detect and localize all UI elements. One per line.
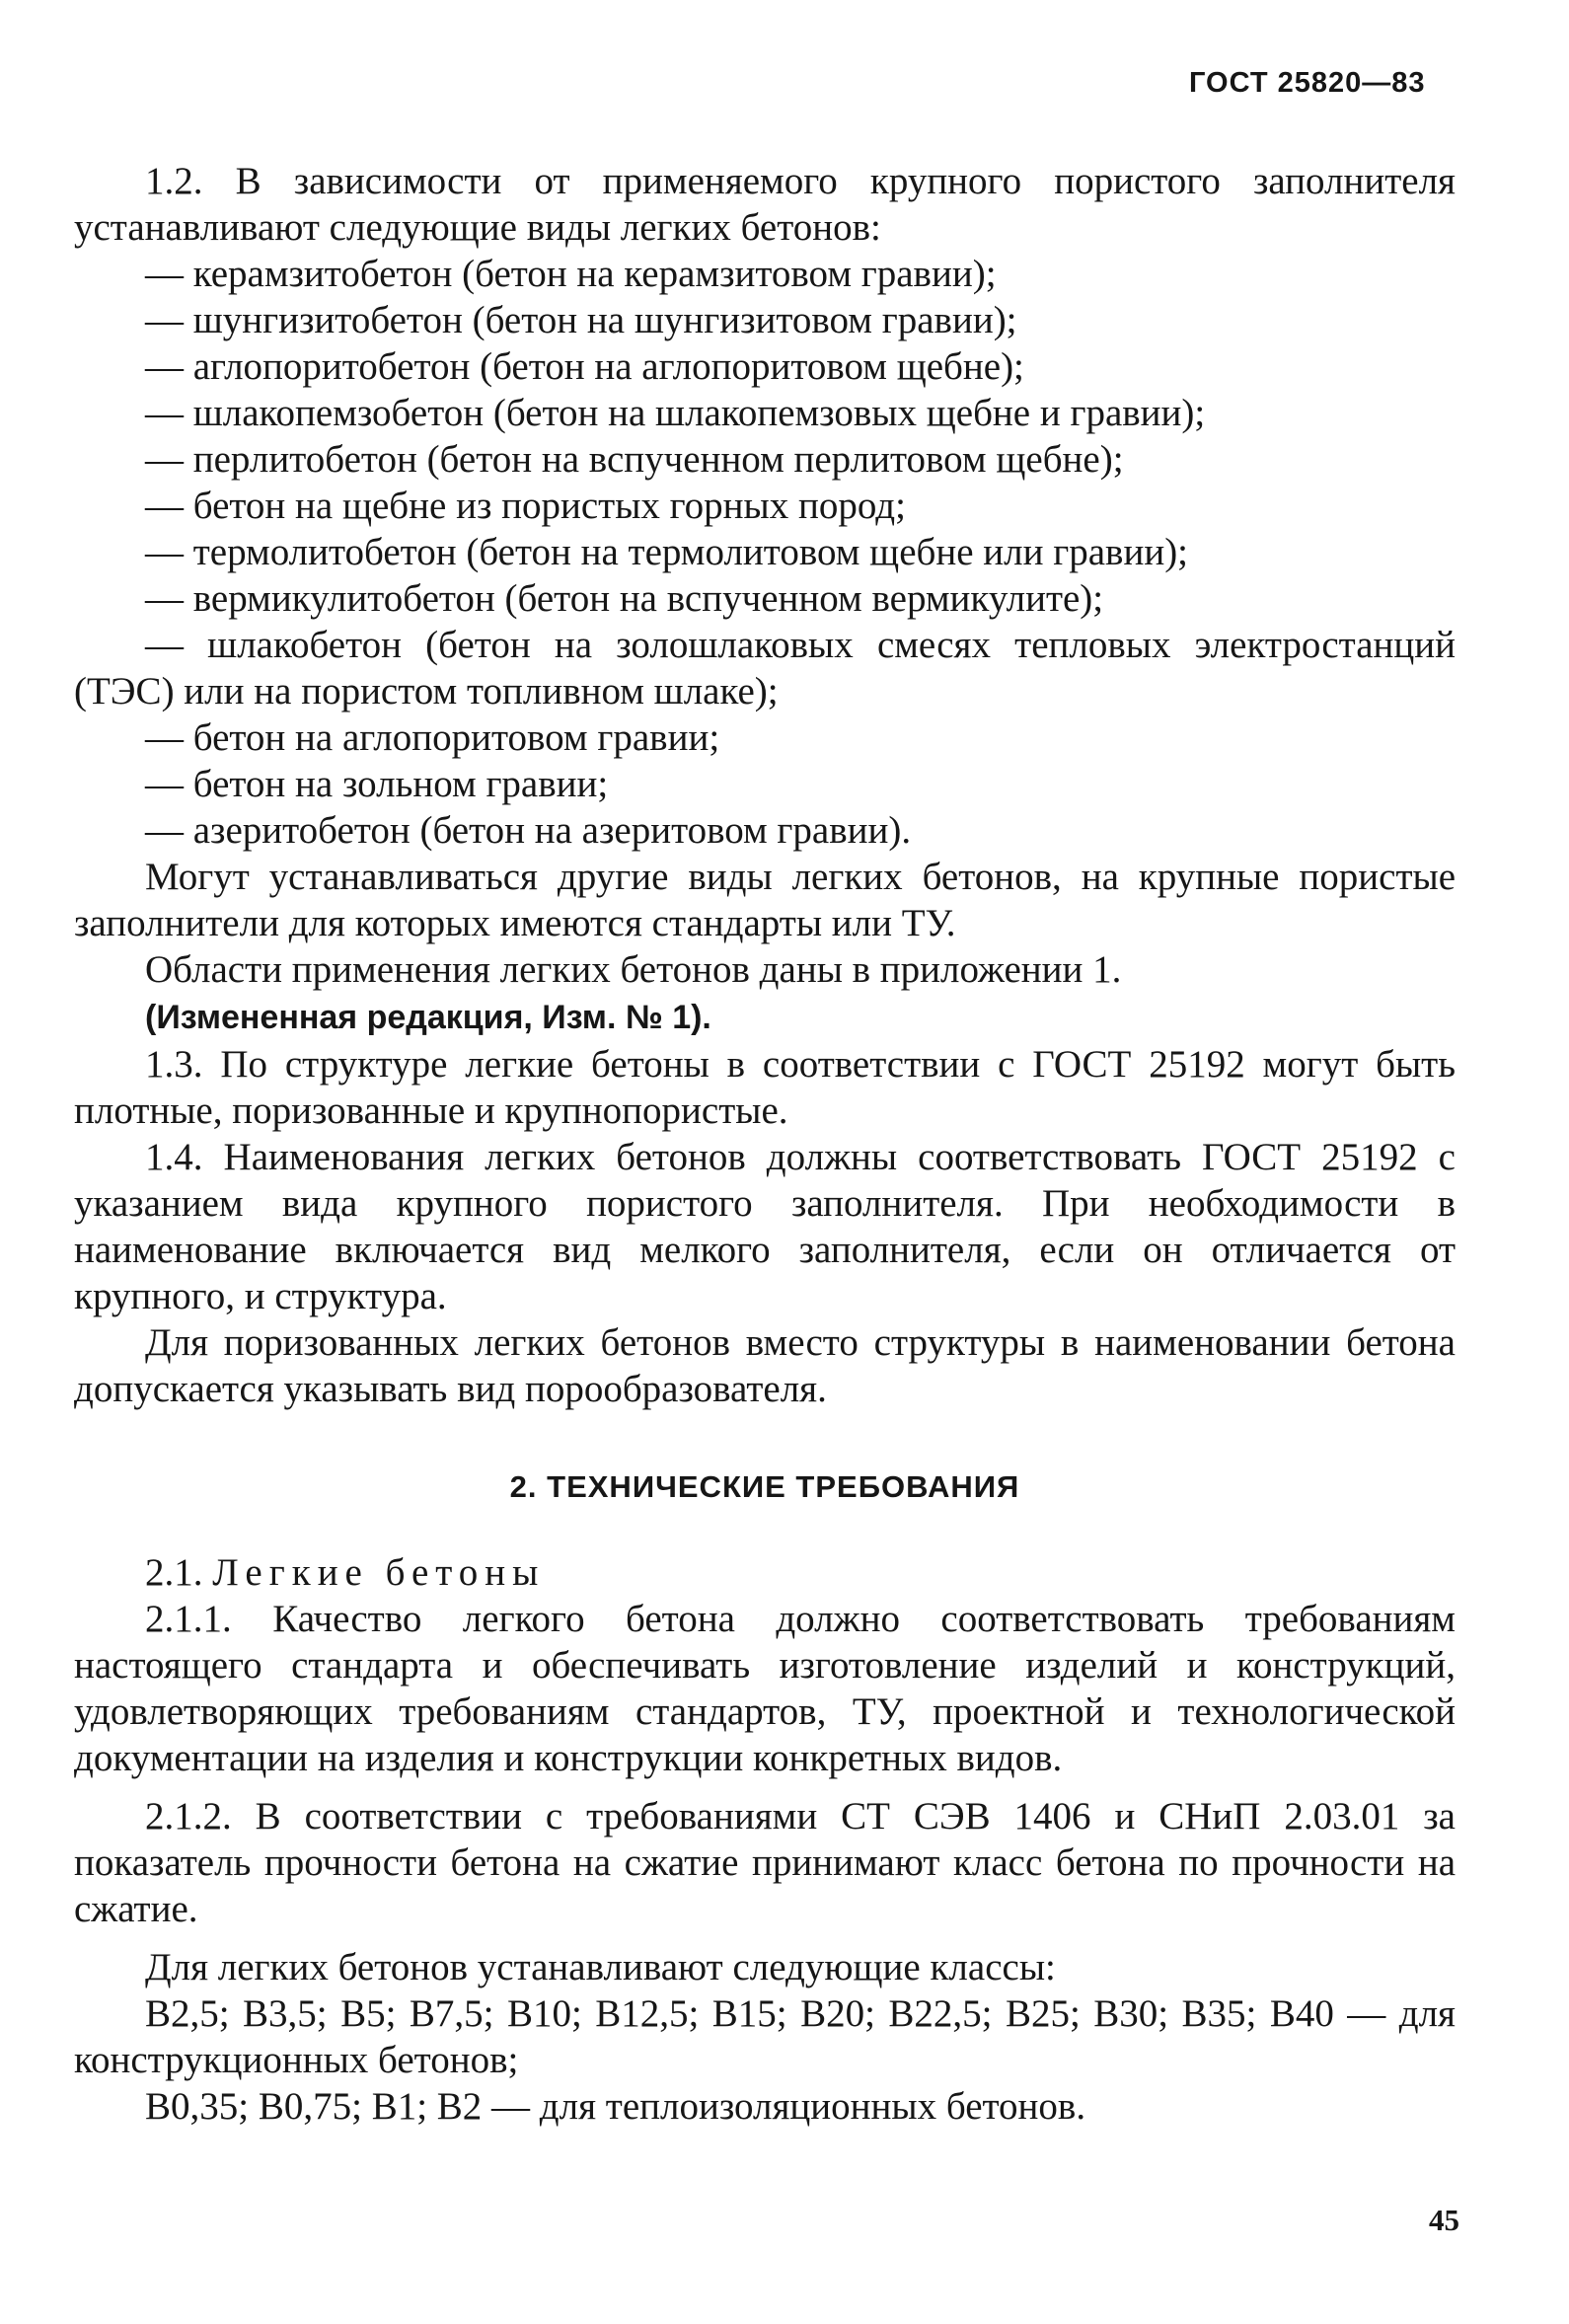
list-item: — шунгизитобетон (бетон на шунгизитовом гравии);	[145, 299, 1017, 341]
paragraph-application: Области применения легких бетонов даны в приложении 1.	[145, 948, 1122, 991]
paragraph-1-2-intro: 1.2. В зависимости от применяемого крупного пористого заполнителя устанавливают следующие виды легких бетонов:	[74, 160, 1456, 249]
list-item: — термолитобетон (бетон на термолитовом щебне или гравии);	[145, 531, 1189, 573]
paragraph-other-types: Могут устанавливаться другие виды легких бетонов, на крупные пористые заполнители для которых имеются стандарты или ТУ.	[74, 856, 1456, 944]
document-header: ГОСТ 25820—83	[1189, 67, 1426, 99]
classes-insulating: В0,35; В0,75; В1; В2 — для теплоизоляционных бетонов.	[145, 2085, 1086, 2128]
paragraph-2-1-2: 2.1.2. В соответствии с требованиями СТ СЭВ 1406 и СНиП 2.03.01 за показатель прочности бетона на сжатие принимают класс бетона по прочности на сжатие.	[74, 1795, 1456, 1930]
classes-structural: В2,5; В3,5; В5; В7,5; В10; В12,5; В15; В20; В22,5; В25; В30; В35; В40 — для конструкционных бетонов;	[74, 1992, 1456, 2081]
list-item: — керамзитобетон (бетон на керамзитовом гравии);	[145, 253, 997, 295]
subsection-number: 2.1.	[145, 1551, 203, 1594]
section-title: 2. ТЕХНИЧЕСКИЕ ТРЕБОВАНИЯ	[509, 1469, 1020, 1504]
list-item: — вермикулитобетон (бетон на вспученном вермикулите);	[145, 577, 1104, 620]
paragraph-1-4: 1.4. Наименования легких бетонов должны соответствовать ГОСТ 25192 с указанием вида крупного пористого заполнителя. При необходимости в наименование включается вид мелкого заполнителя, если он отличается от крупного, и структура.	[74, 1136, 1456, 1317]
paragraph-2-1-1: 2.1.1. Качество легкого бетона должно соответствовать требованиям настоящего стандарта и обеспечивать изготовление изделий и конструкций, удовлетворяющих требованиям стандартов, ТУ, проектной и технологической документации на изделия и конструкции конкретных видов.	[74, 1598, 1456, 1779]
revision-note	[74, 993, 1456, 1041]
classes-intro: Для легких бетонов устанавливают следующие классы:	[145, 1946, 1056, 1988]
paragraph-1-3: 1.3. По структуре легкие бетоны в соответствии с ГОСТ 25192 могут быть плотные, поризованные и крупнопористые.	[74, 1043, 1456, 1132]
list-item: — шлакопемзобетон (бетон на шлакопемзовых щебне и гравии);	[145, 392, 1206, 434]
subsection-heading	[74, 1549, 1456, 1596]
list-item: — аглопоритобетон (бетон на аглопоритовом щебне);	[145, 345, 1024, 388]
concrete-types-list	[74, 251, 1456, 854]
list-item: — перлитобетон (бетон на вспученном перлитовом щебне);	[145, 438, 1124, 481]
paragraph-porous: Для поризованных легких бетонов вместо структуры в наименовании бетона допускается указывать вид порообразователя.	[74, 1321, 1456, 1410]
revision-note-text: (Измененная редакция, Изм. № 1).	[145, 999, 711, 1036]
list-item: — шлакобетон (бетон на золошлаковых смесях тепловых электростанций (ТЭС) или на пористом топливном шлаке);	[74, 624, 1456, 712]
page-body	[74, 158, 1456, 2130]
list-item: — азеритобетон (бетон на азеритовом гравии).	[145, 809, 912, 852]
list-item: — бетон на аглопоритовом гравии;	[145, 716, 720, 759]
subsection-title: Легкие бетоны	[212, 1551, 546, 1594]
list-item: — бетон на щебне из пористых горных пород;	[145, 485, 906, 527]
list-item: — бетон на зольном гравии;	[145, 763, 609, 805]
page-number: 45	[1429, 2203, 1459, 2237]
